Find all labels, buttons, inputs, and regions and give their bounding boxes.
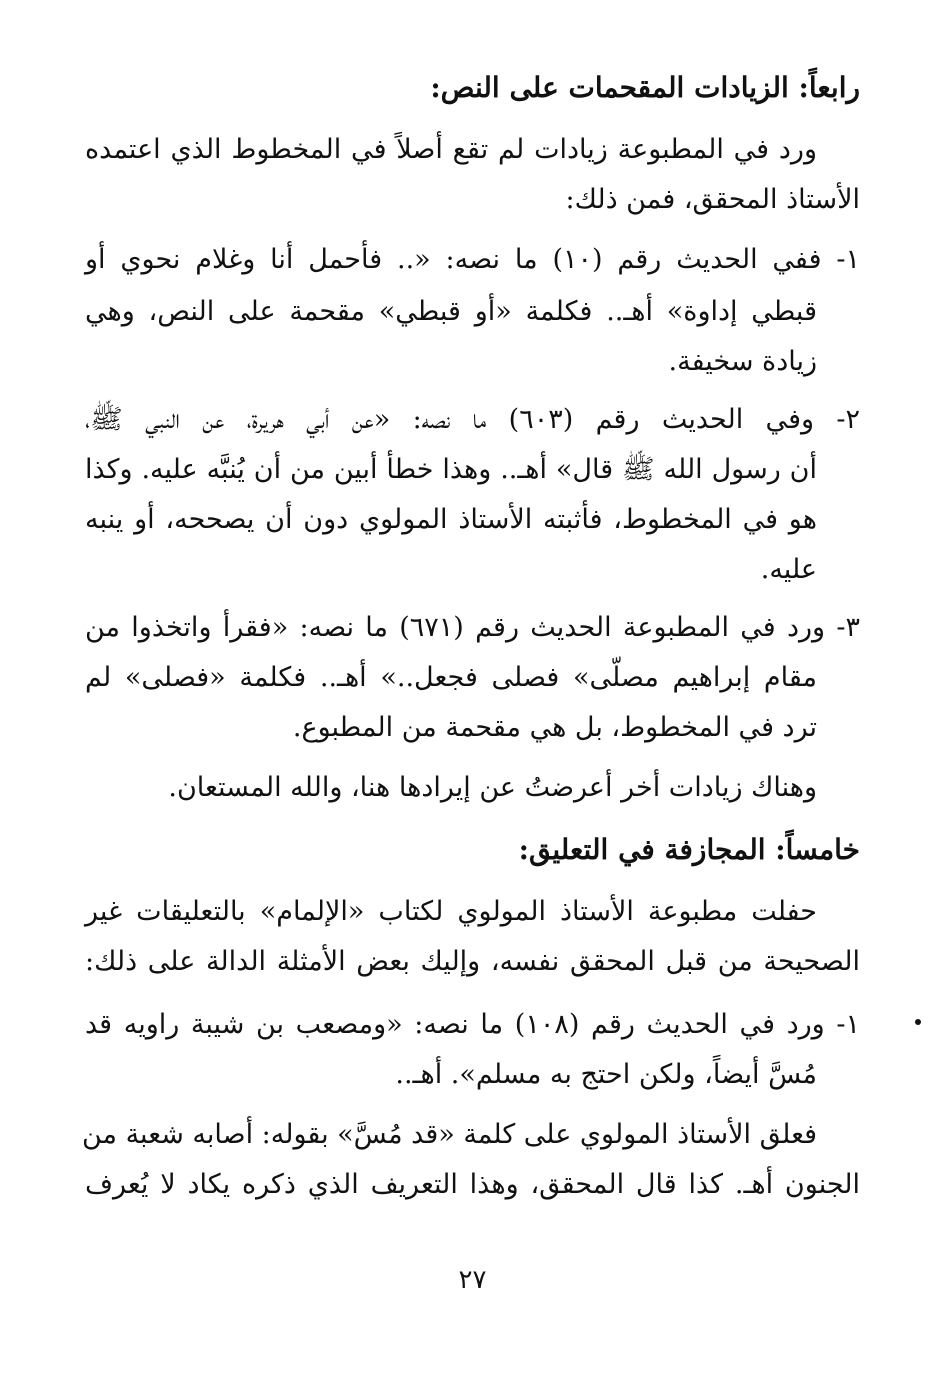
section-heading-additions: رابعاً: الزيادات المقحمات على النص: bbox=[430, 71, 860, 104]
list-item-line: زيادة سخيفة. bbox=[668, 346, 817, 377]
paragraph-line: حفلت مطبوعة الأستاذ المولوي لكتاب «الإلمام» بالتعليقات غير bbox=[85, 896, 817, 927]
list-item-line: مقام إبراهيم مصلّى» فصلى فجعل..» أهـ.. فكلمة «فصلى» لم bbox=[85, 662, 817, 693]
list-item-line: مُسَّ أيضاً، ولكن احتج به مسلم». أهـ.. bbox=[395, 1059, 817, 1090]
list-item-line: ١- ففي الحديث رقم (١٠) ما نصه: «.. فأحمل أنا وغلام نحوي أو bbox=[85, 244, 861, 275]
list-item-line: قبطي إداوة» أهـ.. فكلمة «أو قبطي» مقحمة على النص، وهي bbox=[85, 296, 817, 327]
list-item-line: هو في المخطوط، فأثبته الأستاذ المولوي دون أن يصححه، أو ينبه bbox=[85, 504, 817, 535]
paragraph-line: فعلق الأستاذ المولوي على كلمة «قد مُسَّ» بقوله: أصابه شعبة من bbox=[81, 1119, 817, 1150]
paragraph-line: الجنون أهـ. كذا قال المحقق، وهذا التعريف الذي ذكره يكاد لا يُعرف bbox=[85, 1169, 860, 1200]
list-item-line: أن رسول الله ﷺ قال» أهـ.. وهذا خطأ أبين من أن يُنبَّه عليه. وكذا bbox=[85, 454, 817, 485]
list-item-line: ترد في المخطوط، بل هي مقحمة من المطبوع. bbox=[292, 712, 817, 743]
margin-mark bbox=[915, 1019, 921, 1025]
list-item-line: عليه. bbox=[760, 554, 817, 585]
section-heading-commentary: خامساً: المجازفة في التعليق: bbox=[518, 833, 860, 866]
list-item-line: ٣- ورد في المطبوعة الحديث رقم (٦٧١) ما نصه: «فقرأ واتخذوا من bbox=[85, 612, 860, 643]
paragraph-line: وهناك زيادات أخر أعرضتُ عن إيرادها هنا، والله المستعان. bbox=[168, 772, 817, 803]
paragraph-line: ورد في المطبوعة زيادات لم تقع أصلاً في المخطوط الذي اعتمده bbox=[85, 134, 817, 165]
list-item-line: ٢- وفي الحديث رقم (٦٠٣) ما نصه: «عن أبي هريرة، عن النبي ﷺ، bbox=[85, 404, 860, 435]
paragraph-line: الصحيحة من قبل المحقق نفسه، وإليك بعض الأمثلة الدالة على ذلك: bbox=[85, 946, 860, 977]
paragraph-line: الأستاذ المحقق، فمن ذلك: bbox=[565, 184, 860, 215]
list-item-line: ١- ورد في الحديث رقم (١٠٨) ما نصه: «ومصعب بن شيبة راويه قد bbox=[85, 1009, 860, 1040]
page-number: ٢٧ bbox=[458, 1265, 487, 1295]
